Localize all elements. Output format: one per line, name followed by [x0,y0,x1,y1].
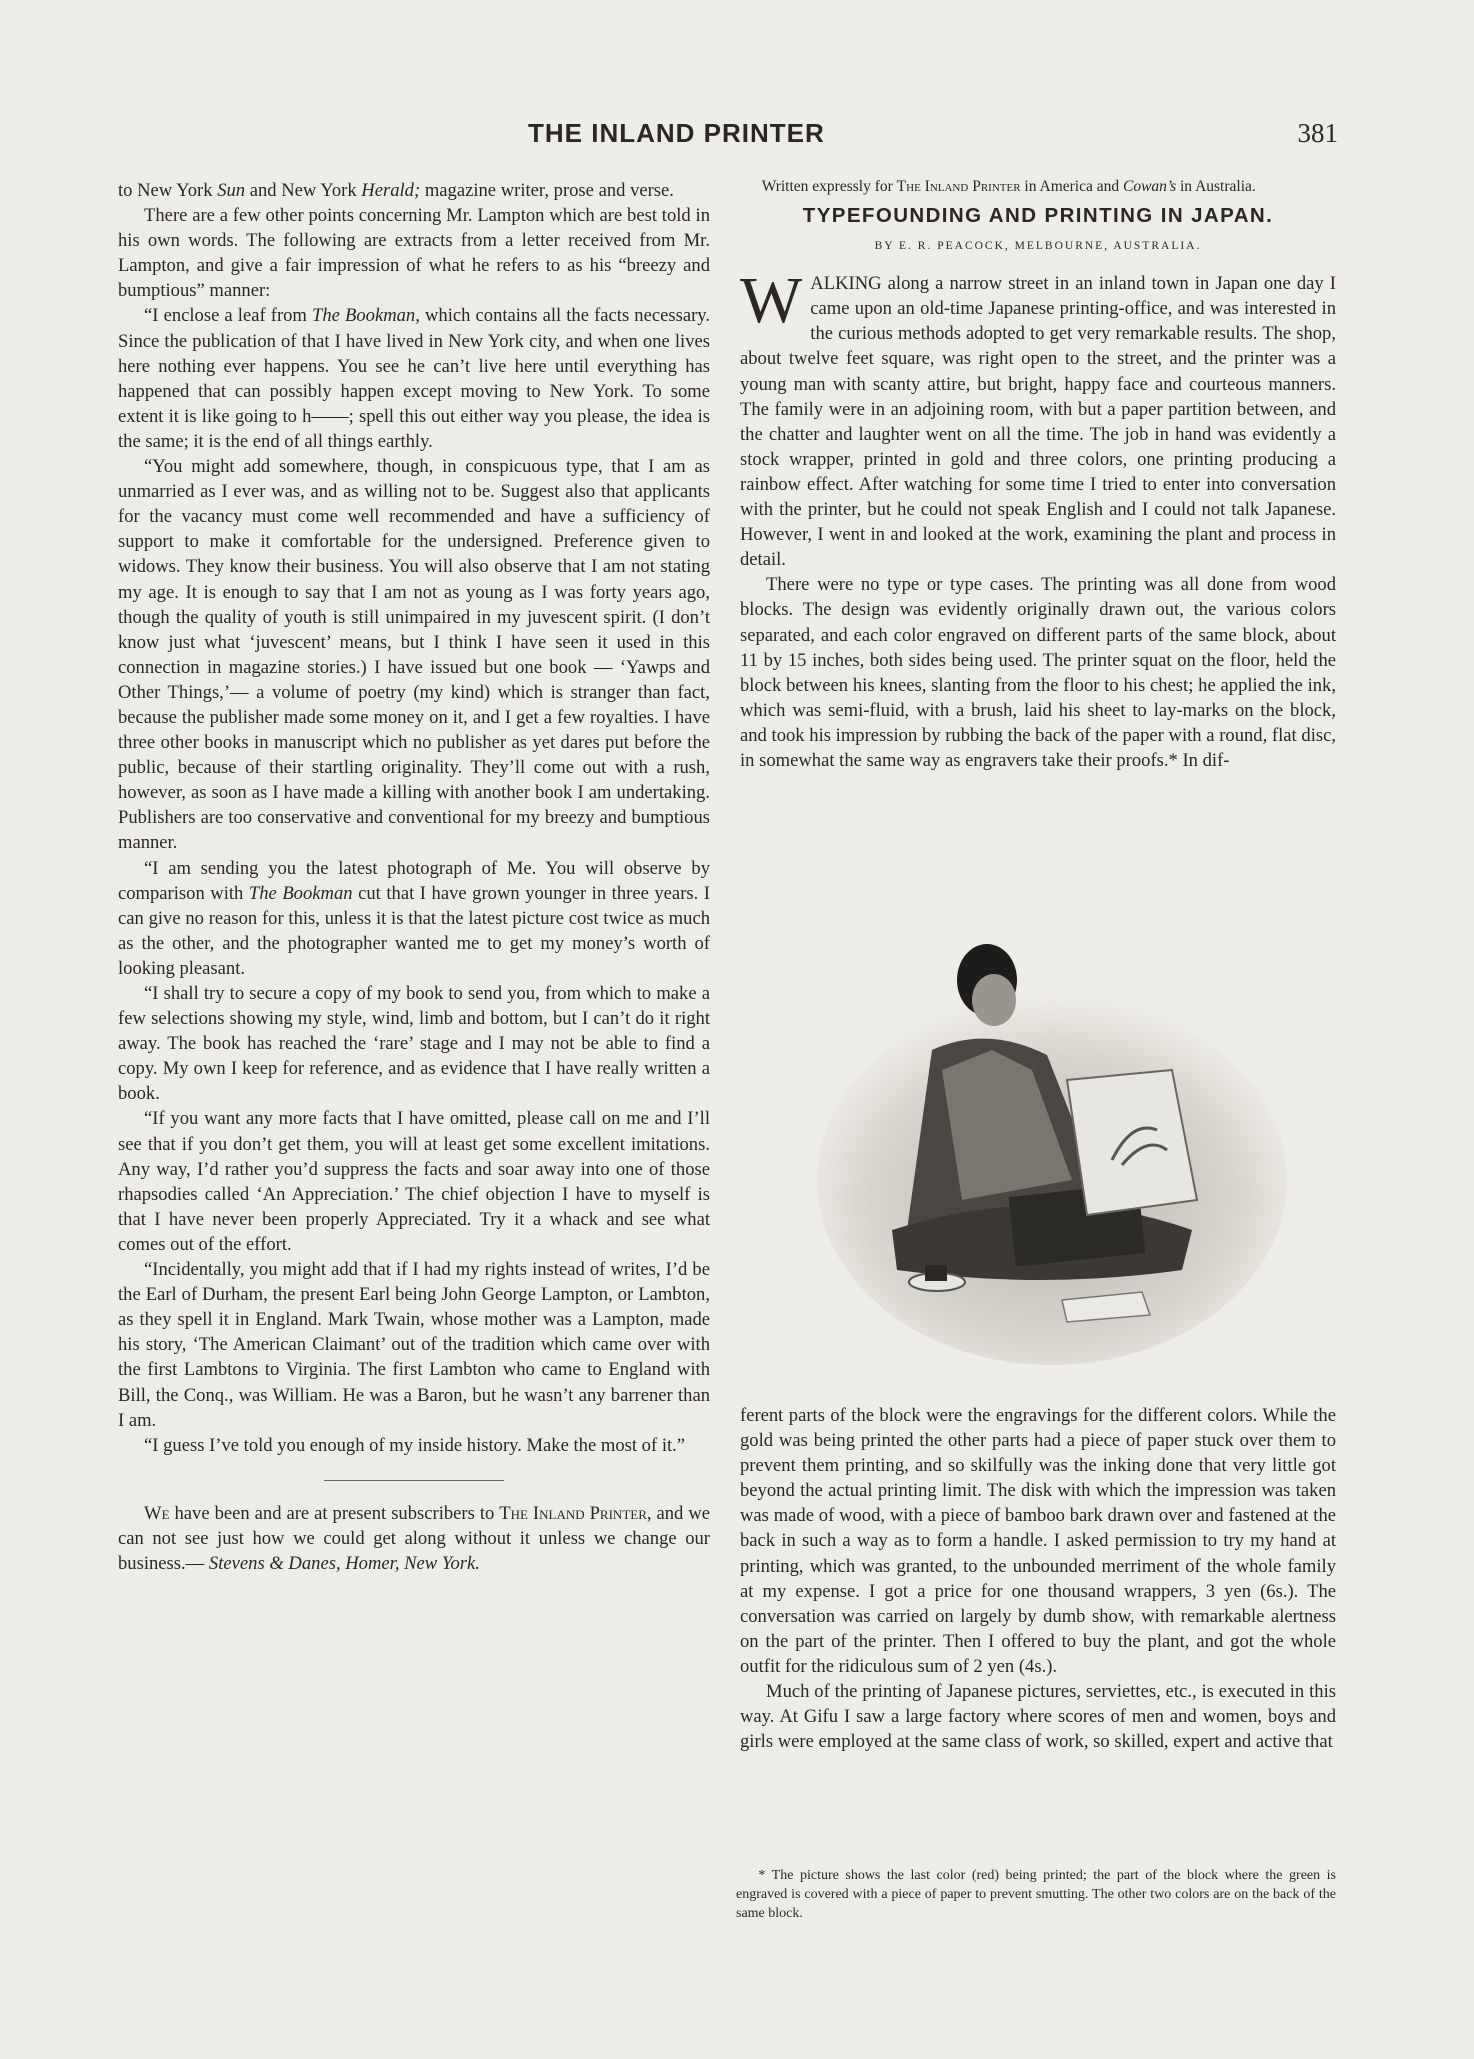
right-column-continued [740,1403,1336,1754]
paragraph: “I shall try to secure a copy of my book to send you, from which to make a few selections showing my style, wind, limb and bottom, but I can’t do it right away. The book has reached the ‘rare’ stage and I may not be able to find a copy. My own I keep for reference, and as evidence that I have really written a book. [118,983,710,1105]
paragraph: “I am sending you the latest photograph of Me. You will observe by comparison with The Bookman cut that I have grown younger in three years. I can give no reason for this, unless it is that the latest picture cost twice as much as the other, and the photographer wanted me to get my money’s worth of looking pleasant. [118,857,710,979]
paragraph: “If you want any more facts that I have omitted, please call on me and I’ll see that if you don’t get them, you will at least get some excellent imitations. Any way, I’d rather you’d suppress the facts and soar away into one of those rhapsodies called ‘An Appreciation.’ The chief objection I have to myself is that I have never been properly Appreciated. Try it a whack and see what comes out of the effort. [118,1108,710,1255]
section-divider [324,1480,504,1481]
paragraph: There were no type or type cases. The printing was all done from wood blocks. The design was evidently originally drawn out, the various colors separated, and each color engraved on different parts of the same block, about 11 by 15 inches, both sides being used. The printer squat on the floor, held the block between his knees, slanting from the floor to his chest; he applied the ink, which was semi-fluid, with a brush, laid his sheet to lay-marks on the block, and took his impression by rubbing the back of the paper with a round, flat disc, in somewhat the same way as engravers take their proofs.* In dif- [740,574,1336,771]
written-expressly-note: Written expressly for The Inland Printer in America and Cowan’s in Australia. [761,178,1256,195]
ink-pot [925,1265,947,1281]
journal-title: THE INLAND PRINTER [528,118,825,148]
right-column [740,177,1336,773]
page-number: 381 [1297,118,1338,148]
byline: BY E. R. PEACOCK, MELBOURNE, AUSTRALIA. [874,240,1202,253]
footnote: * The picture shows the last color (red) being printed; the part of the block where the green is engraved is covered with a piece of paper to prevent smutting. The other two colors are on the back of the same block. [736,1868,1336,1921]
left-column [118,178,710,1576]
running-header [118,118,1338,152]
paragraph: “Incidentally, you might add that if I had my rights instead of writes, I’d be the Earl of Durham, the present Earl being John George Lampton, or Lambton, as they spell it in England. Mark Twain, whose mother was a Lampton, made his story, ‘The American Claimant’ out of the tradition which came over with the first Lambtons to Virginia. The first Lambton who came to England with Bill, the Conq., was William. He was a Baron, but he wasn’t any barrener than I am. [118,1259,710,1431]
paragraph: WALKING along a narrow street in an inland town in Japan one day I came upon an old-time Japanese printing-office, and was interested in the curious methods adopted to get very remarkable results. The shop, about twelve feet square, was right open to the street, and the printer was a young man with scanty attire, but bright, happy face and courteous manners. The family were in an adjoining room, with but a paper partition between, and the chatter and laughter went on all the time. The job in hand was evidently a stock wrapper, printed in gold and three colors, one printing producing a rainbow effect. After watching for some time I tried to enter into conversation with the printer, but he could not speak English and I could not talk Japanese. However, I went in and looked at the work, examining the plant and process in detail. [740,264,1336,571]
printer-illustration [812,930,1292,1370]
paragraph: “I enclose a leaf from The Bookman, which contains all the facts necessary. Since the publication of that I have lived in New York city, and when one lives here nothing ever happens. You see he can’t live here until everything has happened that can possibly happen except moving to New York. To some extent it is like going to h——; spell this out either way you please, the idea is the same; it is the end of all things earthly. [118,305,710,452]
paragraph: “I guess I’ve told you enough of my inside history. Make the most of it.” [144,1434,686,1456]
paragraph: to New York Sun and New York Herald; magazine writer, prose and verse. [118,180,674,201]
paragraph: Much of the printing of Japanese pictures, serviettes, etc., is executed in this way. At Gifu I saw a large factory where scores of men and women, boys and girls were employed at the same class of work, so skilled, expert and active that [740,1681,1336,1753]
paragraph: “You might add somewhere, though, in conspicuous type, that I am as unmarried as I ever was, and as willing not to be. Suggest also that applicants for the vacancy must come well recommended and have a sufficiency of support to make it comfortable for the undersigned. Preference given to widows. They know their business. You will also observe that I am not stating my age. It is enough to say that I am not as young as I was forty years ago, though the quality of youth is still unimpaired in my juvescent spirit. (I don’t know just what ‘juvescent’ means, but I think I have seen it used in this connection in magazine stories.) I have issued but one book — ‘Yawps and Other Things,’— a volume of poetry (my kind) which is stranger than fact, because the publisher made some money on it, and I get a few royalties. I have three other books in manuscript which no publisher as yet dares put before the public, because of their startling originality. They’ll come out with a rush, however, as soon as I have made a killing with another book I am undertaking. Publishers are too conservative and conventional for my breezy and bumptious manner. [118,456,710,854]
testimonial-paragraph: We have been and are at present subscribers to The Inland Printer, and we can not see just how we could get along without it unless we change our business.— Stevens & Danes, Homer, New York. [118,1502,710,1574]
paragraph: ferent parts of the block were the engravings for the different colors. While the gold was being printed the other parts had a piece of paper stuck over them to prevent them printing, and so skilfully was the inking done that very little got beyond the actual printing limit. The disk with which the impression was taken was made of wood, with a piece of bamboo bark drawn over and fastened at the back in such a way as to form a handle. I asked permission to try my hand at printing, which was granted, to the unbounded merriment of the whole family at my expense. I got a price for one thousand wrappers, 3 yen (6s.). The conversation was carried on largely by dumb show, with remarkable alertness on the part of the printer. Then I offered to buy the plant, and got the whole outfit for the ridiculous sum of 2 yen (4s.). [740,1405,1336,1677]
article-title: TYPEFOUNDING AND PRINTING IN JAPAN. [802,204,1274,227]
drop-cap: W [740,264,803,338]
paragraph: There are a few other points concerning Mr. Lampton which are best told in his own words. The following are extracts from a letter received from Mr. Lampton, and give a fair impression of what he refers to as his “breezy and bumptious” manner: [118,205,710,302]
